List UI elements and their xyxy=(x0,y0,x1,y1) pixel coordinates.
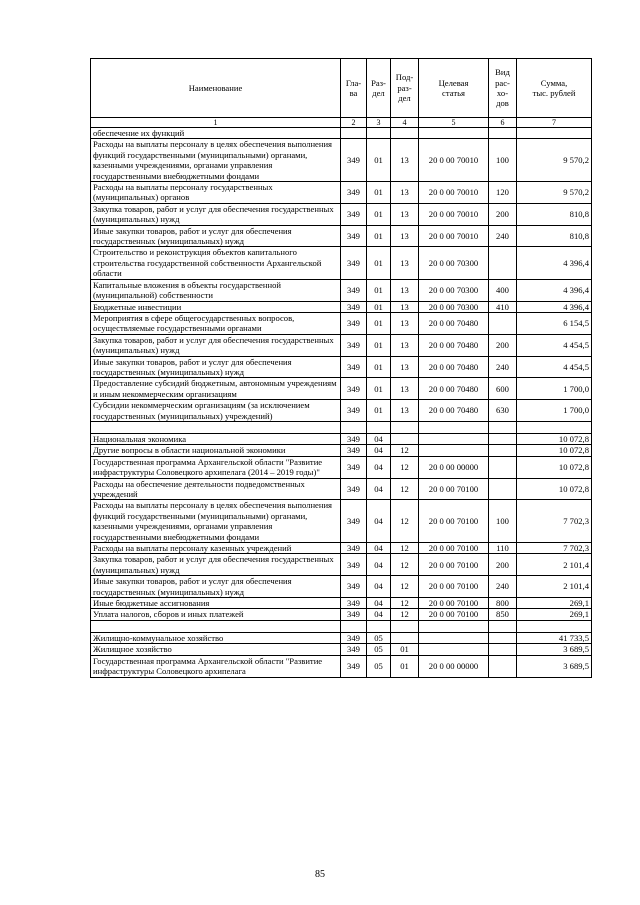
subsection-cell: 01 xyxy=(391,655,419,677)
subsection-cell: 13 xyxy=(391,378,419,400)
section-cell xyxy=(367,128,391,139)
row-name-cell: Закупка товаров, работ и услуг для обеспечения государственных (муниципальных) нужд xyxy=(91,554,341,576)
expense-type-cell xyxy=(489,312,517,334)
expense-type-cell: 850 xyxy=(489,609,517,620)
sum-cell: 810,8 xyxy=(517,225,592,247)
expense-type-cell: 410 xyxy=(489,301,517,312)
table-row xyxy=(91,478,592,500)
table-row xyxy=(91,632,592,643)
table-row xyxy=(91,456,592,478)
sum-cell: 1 700,0 xyxy=(517,378,592,400)
section-cell xyxy=(367,421,391,433)
row-name-cell: Государственная программа Архангельской области "Развитие инфраструктуры Соловецкого архипелага xyxy=(91,655,341,677)
chapter-cell xyxy=(341,620,367,632)
sum-cell: 6 154,5 xyxy=(517,312,592,334)
row-name-cell: Государственная программа Архангельской области "Развитие инфраструктуры Соловецкого архипелага (2014 – 2019 годы)" xyxy=(91,456,341,478)
sum-cell: 269,1 xyxy=(517,598,592,609)
subsection-cell: 13 xyxy=(391,139,419,182)
subsection-cell xyxy=(391,128,419,139)
target-article-cell: 20 0 00 70010 xyxy=(419,225,489,247)
section-cell: 04 xyxy=(367,445,391,456)
target-article-cell: 20 0 00 70100 xyxy=(419,500,489,543)
subsection-cell: 13 xyxy=(391,279,419,301)
chapter-cell: 349 xyxy=(341,500,367,543)
chapter-cell: 349 xyxy=(341,334,367,356)
table-row xyxy=(91,334,592,356)
row-name-cell: Предоставление субсидий бюджетным, автономным учреждениям и иным некоммерческим организациям xyxy=(91,378,341,400)
chapter-cell: 349 xyxy=(341,655,367,677)
row-name-cell: Жилищное хозяйство xyxy=(91,644,341,655)
expense-type-cell: 240 xyxy=(489,225,517,247)
table-row xyxy=(91,312,592,334)
row-name-cell: Закупка товаров, работ и услуг для обеспечения государственных (муниципальных) нужд xyxy=(91,334,341,356)
spacer-row xyxy=(91,421,592,433)
target-article-cell: 20 0 00 70100 xyxy=(419,576,489,598)
section-cell: 01 xyxy=(367,356,391,378)
table-row xyxy=(91,598,592,609)
target-article-cell: 20 0 00 70480 xyxy=(419,312,489,334)
row-name-cell: Бюджетные инвестиции xyxy=(91,301,341,312)
sum-cell: 7 702,3 xyxy=(517,500,592,543)
expense-type-cell: 110 xyxy=(489,543,517,554)
section-cell: 04 xyxy=(367,598,391,609)
chapter-cell: 349 xyxy=(341,378,367,400)
subsection-cell: 12 xyxy=(391,554,419,576)
chapter-cell: 349 xyxy=(341,609,367,620)
row-name-cell: Закупка товаров, работ и услуг для обеспечения государственных (муниципальных) нужд xyxy=(91,203,341,225)
chapter-cell: 349 xyxy=(341,433,367,444)
table-row xyxy=(91,128,592,139)
target-article-cell: 20 0 00 70010 xyxy=(419,203,489,225)
expense-type-cell xyxy=(489,655,517,677)
table-row xyxy=(91,433,592,444)
subsection-cell: 13 xyxy=(391,247,419,279)
subsection-cell: 13 xyxy=(391,334,419,356)
header-name: Наименование xyxy=(91,59,341,118)
table-row xyxy=(91,445,592,456)
sum-cell: 269,1 xyxy=(517,609,592,620)
expense-type-cell: 600 xyxy=(489,378,517,400)
target-article-cell: 20 0 00 70010 xyxy=(419,139,489,182)
row-name-cell: Иные закупки товаров, работ и услуг для обеспечения государственных (муниципальных) нужд xyxy=(91,356,341,378)
sum-cell: 4 396,4 xyxy=(517,301,592,312)
header-subsection: Под- раз- дел xyxy=(391,59,419,118)
table-row xyxy=(91,543,592,554)
row-name-cell: Уплата налогов, сборов и иных платежей xyxy=(91,609,341,620)
row-name-cell: Иные бюджетные ассигнования xyxy=(91,598,341,609)
table-row xyxy=(91,182,592,204)
row-name-cell: Расходы на обеспечение деятельности подведомственных учреждений xyxy=(91,478,341,500)
sum-cell xyxy=(517,620,592,632)
expense-type-cell xyxy=(489,644,517,655)
target-article-cell: 20 0 00 70100 xyxy=(419,543,489,554)
table-row xyxy=(91,225,592,247)
expense-type-cell xyxy=(489,478,517,500)
target-article-cell: 20 0 00 70300 xyxy=(419,279,489,301)
expense-type-cell xyxy=(489,632,517,643)
sum-cell: 1 700,0 xyxy=(517,400,592,422)
expense-type-cell: 240 xyxy=(489,576,517,598)
target-article-cell xyxy=(419,128,489,139)
section-cell: 05 xyxy=(367,644,391,655)
section-cell: 04 xyxy=(367,456,391,478)
target-article-cell: 20 0 00 00000 xyxy=(419,655,489,677)
budget-table xyxy=(90,58,592,678)
target-article-cell xyxy=(419,632,489,643)
table-row xyxy=(91,576,592,598)
subsection-cell xyxy=(391,632,419,643)
table-row xyxy=(91,400,592,422)
subsection-cell xyxy=(391,421,419,433)
expense-type-cell xyxy=(489,433,517,444)
section-cell: 04 xyxy=(367,576,391,598)
sum-cell: 10 072,8 xyxy=(517,478,592,500)
column-number: 3 xyxy=(367,118,391,128)
column-number: 4 xyxy=(391,118,419,128)
chapter-cell xyxy=(341,421,367,433)
expense-type-cell: 100 xyxy=(489,500,517,543)
expense-type-cell: 200 xyxy=(489,203,517,225)
header-section: Раз- дел xyxy=(367,59,391,118)
expense-type-cell xyxy=(489,456,517,478)
table-row xyxy=(91,655,592,677)
header-row xyxy=(91,59,592,118)
chapter-cell: 349 xyxy=(341,247,367,279)
sum-cell: 10 072,8 xyxy=(517,433,592,444)
section-cell: 05 xyxy=(367,632,391,643)
row-name-cell: обеспечение их функций xyxy=(91,128,341,139)
row-name-cell: Расходы на выплаты персоналу казенных учреждений xyxy=(91,543,341,554)
section-cell: 01 xyxy=(367,225,391,247)
section-cell: 01 xyxy=(367,312,391,334)
sum-cell: 4 396,4 xyxy=(517,247,592,279)
chapter-cell: 349 xyxy=(341,456,367,478)
chapter-cell: 349 xyxy=(341,182,367,204)
chapter-cell: 349 xyxy=(341,445,367,456)
chapter-cell: 349 xyxy=(341,543,367,554)
target-article-cell xyxy=(419,644,489,655)
sum-cell: 4 396,4 xyxy=(517,279,592,301)
expense-type-cell: 200 xyxy=(489,334,517,356)
sum-cell: 9 570,2 xyxy=(517,182,592,204)
target-article-cell xyxy=(419,620,489,632)
section-cell: 01 xyxy=(367,139,391,182)
target-article-cell: 20 0 00 70480 xyxy=(419,334,489,356)
expense-type-cell xyxy=(489,620,517,632)
table-row xyxy=(91,644,592,655)
section-cell: 01 xyxy=(367,378,391,400)
row-name-cell xyxy=(91,421,341,433)
chapter-cell: 349 xyxy=(341,478,367,500)
target-article-cell xyxy=(419,421,489,433)
expense-type-cell: 200 xyxy=(489,554,517,576)
column-number-row xyxy=(91,118,592,128)
section-cell: 04 xyxy=(367,433,391,444)
row-name-cell: Расходы на выплаты персоналу государственных (муниципальных) органов xyxy=(91,182,341,204)
header-expense-type: Вид рас- хо- дов xyxy=(489,59,517,118)
subsection-cell: 12 xyxy=(391,543,419,554)
section-cell: 01 xyxy=(367,334,391,356)
target-article-cell: 20 0 00 70100 xyxy=(419,598,489,609)
row-name-cell: Капитальные вложения в объекты государственной (муниципальной) собственности xyxy=(91,279,341,301)
table-body xyxy=(91,128,592,678)
subsection-cell: 12 xyxy=(391,456,419,478)
column-number: 1 xyxy=(91,118,341,128)
chapter-cell: 349 xyxy=(341,598,367,609)
row-name-cell: Иные закупки товаров, работ и услуг для обеспечения государственных (муниципальных) нужд xyxy=(91,225,341,247)
column-number: 7 xyxy=(517,118,592,128)
row-name-cell: Другие вопросы в области национальной экономики xyxy=(91,445,341,456)
section-cell: 04 xyxy=(367,554,391,576)
table-row xyxy=(91,356,592,378)
target-article-cell: 20 0 00 70010 xyxy=(419,182,489,204)
subsection-cell: 13 xyxy=(391,400,419,422)
chapter-cell: 349 xyxy=(341,301,367,312)
subsection-cell: 13 xyxy=(391,182,419,204)
sum-cell: 3 689,5 xyxy=(517,655,592,677)
target-article-cell: 20 0 00 70100 xyxy=(419,478,489,500)
section-cell: 05 xyxy=(367,655,391,677)
subsection-cell: 13 xyxy=(391,203,419,225)
chapter-cell xyxy=(341,128,367,139)
table-row xyxy=(91,247,592,279)
chapter-cell: 349 xyxy=(341,225,367,247)
chapter-cell: 349 xyxy=(341,139,367,182)
column-number: 6 xyxy=(489,118,517,128)
chapter-cell: 349 xyxy=(341,554,367,576)
sum-cell: 7 702,3 xyxy=(517,543,592,554)
sum-cell: 2 101,4 xyxy=(517,576,592,598)
sum-cell xyxy=(517,421,592,433)
expense-type-cell: 240 xyxy=(489,356,517,378)
target-article-cell: 20 0 00 00000 xyxy=(419,456,489,478)
section-cell: 01 xyxy=(367,247,391,279)
chapter-cell: 349 xyxy=(341,279,367,301)
expense-type-cell: 100 xyxy=(489,139,517,182)
expense-type-cell xyxy=(489,247,517,279)
subsection-cell: 12 xyxy=(391,598,419,609)
sum-cell: 3 689,5 xyxy=(517,644,592,655)
sum-cell: 810,8 xyxy=(517,203,592,225)
section-cell: 04 xyxy=(367,609,391,620)
column-number: 2 xyxy=(341,118,367,128)
header-chapter: Гла- ва xyxy=(341,59,367,118)
sum-cell: 4 454,5 xyxy=(517,334,592,356)
subsection-cell: 01 xyxy=(391,644,419,655)
section-cell: 01 xyxy=(367,400,391,422)
subsection-cell: 12 xyxy=(391,609,419,620)
column-number: 5 xyxy=(419,118,489,128)
section-cell: 01 xyxy=(367,301,391,312)
target-article-cell: 20 0 00 70480 xyxy=(419,400,489,422)
row-name-cell xyxy=(91,620,341,632)
section-cell xyxy=(367,620,391,632)
section-cell: 01 xyxy=(367,279,391,301)
expense-type-cell: 800 xyxy=(489,598,517,609)
subsection-cell: 13 xyxy=(391,301,419,312)
subsection-cell: 13 xyxy=(391,225,419,247)
row-name-cell: Жилищно-коммунальное хозяйство xyxy=(91,632,341,643)
table-row xyxy=(91,378,592,400)
target-article-cell xyxy=(419,445,489,456)
subsection-cell: 12 xyxy=(391,500,419,543)
subsection-cell: 12 xyxy=(391,576,419,598)
target-article-cell: 20 0 00 70100 xyxy=(419,554,489,576)
row-name-cell: Национальная экономика xyxy=(91,433,341,444)
row-name-cell: Строительство и реконструкция объектов капитального строительства государственной собственности Архангельской области xyxy=(91,247,341,279)
table-row xyxy=(91,301,592,312)
spacer-row xyxy=(91,620,592,632)
subsection-cell: 13 xyxy=(391,356,419,378)
row-name-cell: Расходы на выплаты персоналу в целях обеспечения выполнения функций государственными (муниципальными) органами, казенными учреждениями, органами управления государственными внебюджетными фондами xyxy=(91,500,341,543)
row-name-cell: Иные закупки товаров, работ и услуг для обеспечения государственных (муниципальных) нужд xyxy=(91,576,341,598)
target-article-cell: 20 0 00 70300 xyxy=(419,301,489,312)
subsection-cell: 12 xyxy=(391,478,419,500)
table-row xyxy=(91,203,592,225)
chapter-cell: 349 xyxy=(341,356,367,378)
subsection-cell xyxy=(391,620,419,632)
chapter-cell: 349 xyxy=(341,576,367,598)
table-row xyxy=(91,500,592,543)
row-name-cell: Расходы на выплаты персоналу в целях обеспечения выполнения функций государственными (муниципальными) органами, казенными учреждениями, органами управления государственными внебюджетными фондами xyxy=(91,139,341,182)
sum-cell: 4 454,5 xyxy=(517,356,592,378)
target-article-cell: 20 0 00 70480 xyxy=(419,356,489,378)
table-row xyxy=(91,554,592,576)
expense-type-cell xyxy=(489,445,517,456)
header-target-article: Целевая статья xyxy=(419,59,489,118)
target-article-cell: 20 0 00 70480 xyxy=(419,378,489,400)
sum-cell: 41 733,5 xyxy=(517,632,592,643)
section-cell: 01 xyxy=(367,203,391,225)
table-row xyxy=(91,139,592,182)
section-cell: 04 xyxy=(367,478,391,500)
sum-cell: 9 570,2 xyxy=(517,139,592,182)
section-cell: 04 xyxy=(367,543,391,554)
sum-cell: 10 072,8 xyxy=(517,445,592,456)
chapter-cell: 349 xyxy=(341,400,367,422)
row-name-cell: Субсидии некоммерческим организациям (за исключением государственных (муниципальных) учреждений) xyxy=(91,400,341,422)
target-article-cell: 20 0 00 70300 xyxy=(419,247,489,279)
target-article-cell xyxy=(419,433,489,444)
section-cell: 01 xyxy=(367,182,391,204)
row-name-cell: Мероприятия в сфере общегосударственных вопросов, осуществляемые государственными органами xyxy=(91,312,341,334)
expense-type-cell xyxy=(489,128,517,139)
chapter-cell: 349 xyxy=(341,312,367,334)
sum-cell xyxy=(517,128,592,139)
sum-cell: 2 101,4 xyxy=(517,554,592,576)
target-article-cell: 20 0 00 70100 xyxy=(419,609,489,620)
chapter-cell: 349 xyxy=(341,644,367,655)
expense-type-cell: 400 xyxy=(489,279,517,301)
subsection-cell: 13 xyxy=(391,312,419,334)
expense-type-cell: 120 xyxy=(489,182,517,204)
expense-type-cell xyxy=(489,421,517,433)
page-number: 85 xyxy=(315,869,325,880)
header-sum: Сумма, тыс. рублей xyxy=(517,59,592,118)
expense-type-cell: 630 xyxy=(489,400,517,422)
chapter-cell: 349 xyxy=(341,632,367,643)
table-row xyxy=(91,279,592,301)
subsection-cell: 12 xyxy=(391,445,419,456)
section-cell: 04 xyxy=(367,500,391,543)
sum-cell: 10 072,8 xyxy=(517,456,592,478)
chapter-cell: 349 xyxy=(341,203,367,225)
table-row xyxy=(91,609,592,620)
subsection-cell xyxy=(391,433,419,444)
